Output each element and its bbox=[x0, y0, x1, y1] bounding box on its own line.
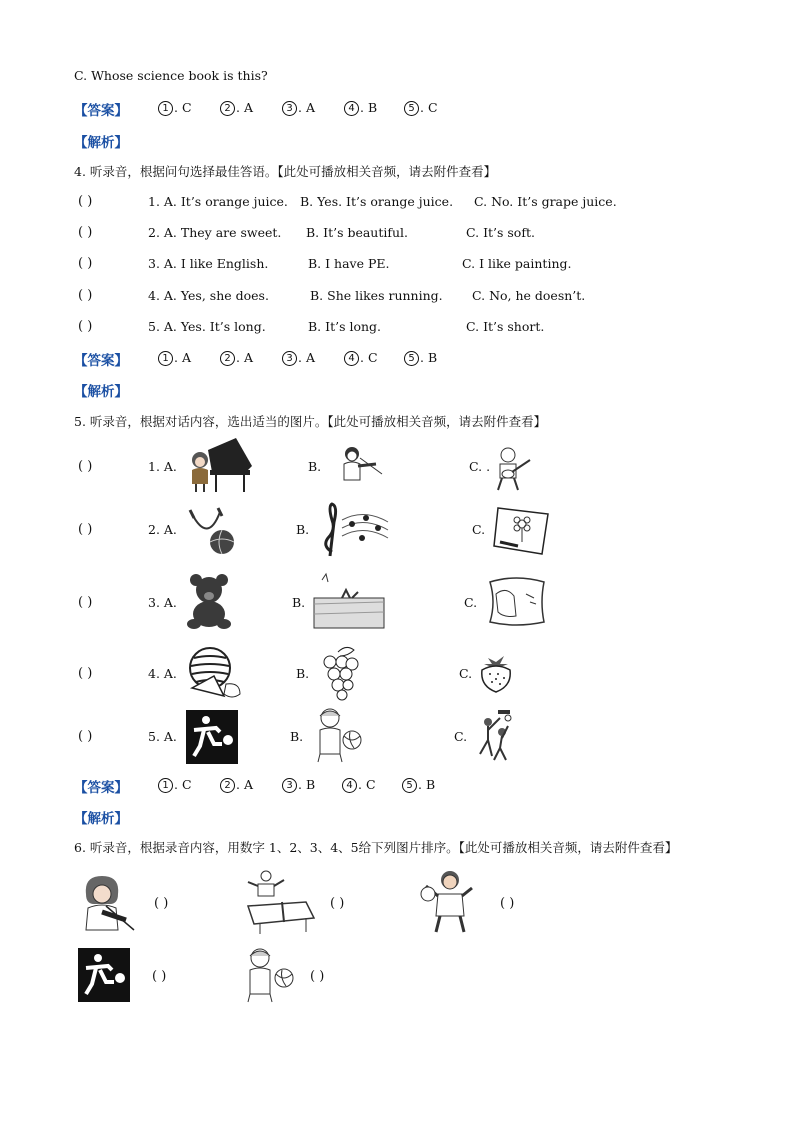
circled-number: 1 bbox=[158, 101, 173, 116]
teddy-bear-image bbox=[184, 572, 234, 630]
order-blank[interactable]: ( ) bbox=[152, 969, 167, 984]
circled-number: 4 bbox=[344, 351, 359, 366]
q4-item-4-b: B. She likes running. bbox=[310, 288, 443, 303]
volleyball-girl-image bbox=[240, 946, 296, 1004]
answer-value: . B bbox=[360, 100, 378, 115]
q5-row-3-b: B. bbox=[292, 595, 306, 610]
order-blank[interactable]: ( ) bbox=[330, 896, 345, 911]
answer-blank[interactable]: ( ) bbox=[78, 666, 93, 681]
q5-answer-4 bbox=[342, 777, 376, 793]
circled-number: 4 bbox=[342, 778, 357, 793]
q5-row-3-c: C. bbox=[464, 595, 478, 610]
answer-blank[interactable]: ( ) bbox=[78, 288, 93, 303]
order-blank[interactable]: ( ) bbox=[154, 896, 169, 911]
football-icon-image bbox=[186, 710, 238, 764]
q6-title: 6. 听录音，根据录音内容，用数字 1、2、3、4、5给下列图片排序。【此处可播放相关音频，请去附件查看】 bbox=[74, 840, 678, 855]
circled-number: 5 bbox=[404, 351, 419, 366]
answer-blank[interactable]: ( ) bbox=[78, 459, 93, 474]
q4-answer-3 bbox=[282, 350, 315, 366]
pillow-hand-image bbox=[486, 572, 548, 628]
q4-item-1-c: C. No. It’s grape juice. bbox=[474, 194, 617, 209]
q5-row-5-a: 5. A. bbox=[148, 729, 177, 744]
answer-blank[interactable]: ( ) bbox=[78, 256, 93, 271]
circled-number: 1 bbox=[158, 778, 173, 793]
circled-number: 4 bbox=[344, 101, 359, 116]
q4-answer-1 bbox=[158, 350, 191, 366]
answer-value: . C bbox=[358, 777, 376, 792]
circled-number: 1 bbox=[158, 351, 173, 366]
q4-item-2-b: B. It’s beautiful. bbox=[306, 225, 409, 240]
order-blank[interactable]: ( ) bbox=[500, 896, 515, 911]
q3-answer-3 bbox=[282, 100, 315, 116]
q4-item-3-c: C. I like painting. bbox=[462, 256, 572, 271]
q5-row-1-c: C. . bbox=[469, 459, 491, 474]
answer-value: . B bbox=[420, 350, 438, 365]
answer-value: . A bbox=[298, 350, 315, 365]
q5-row-1-b: B. bbox=[308, 459, 322, 474]
q4-item-4-a: 4. A. Yes, she does. bbox=[148, 288, 269, 303]
q3-answer-1 bbox=[158, 100, 192, 116]
strawberry-image bbox=[478, 652, 514, 694]
violin-girl-image bbox=[80, 874, 136, 932]
q3-answer-5 bbox=[404, 100, 438, 116]
answer-blank[interactable]: ( ) bbox=[78, 729, 93, 744]
q5-row-3-a: 3. A. bbox=[148, 595, 177, 610]
answer-blank[interactable]: ( ) bbox=[78, 595, 93, 610]
q5-row-2-a: 2. A. bbox=[148, 522, 177, 537]
basketball-boy-image bbox=[420, 870, 480, 934]
q3-answer-2 bbox=[220, 100, 253, 116]
q5-row-4-c: C. bbox=[459, 666, 473, 681]
answer-value: . B bbox=[418, 777, 436, 792]
violin-boy-image bbox=[336, 444, 384, 482]
broken-board-image bbox=[312, 572, 386, 634]
q4-title: 4. 听录音，根据问句选择最佳答语。【此处可播放相关音频，请去附件查看】 bbox=[74, 164, 497, 179]
q5-row-2-c: C. bbox=[472, 522, 486, 537]
watermelon-image bbox=[184, 644, 244, 702]
circled-number: 5 bbox=[402, 778, 417, 793]
q4-item-5-b: B. It’s long. bbox=[308, 319, 382, 334]
circled-number: 2 bbox=[220, 351, 235, 366]
q5-row-4-b: B. bbox=[296, 666, 310, 681]
table-tennis-image bbox=[246, 870, 316, 938]
circled-number: 3 bbox=[282, 101, 297, 116]
answer-value: . C bbox=[420, 100, 438, 115]
answer-blank[interactable]: ( ) bbox=[78, 225, 93, 240]
music-notes-image bbox=[318, 500, 392, 558]
q5-answer-1 bbox=[158, 777, 192, 793]
answer-value: . B bbox=[298, 777, 316, 792]
q5-row-1-a: 1. A. bbox=[148, 459, 177, 474]
grapes-image bbox=[318, 644, 360, 702]
answer-label: 【答案】 bbox=[74, 780, 128, 796]
circled-number: 2 bbox=[220, 778, 235, 793]
q4-answer-5 bbox=[404, 350, 437, 366]
q4-item-2-a: 2. A. They are sweet. bbox=[148, 225, 282, 240]
answer-blank[interactable]: ( ) bbox=[78, 194, 93, 209]
football-icon-image bbox=[78, 948, 130, 1002]
q3-answer-4 bbox=[344, 100, 377, 116]
analysis-label: 【解析】 bbox=[74, 384, 128, 400]
answer-value: . A bbox=[174, 350, 191, 365]
answer-value: . C bbox=[174, 777, 192, 792]
answer-blank[interactable]: ( ) bbox=[78, 522, 93, 537]
q5-row-5-b: B. bbox=[290, 729, 304, 744]
circled-number: 3 bbox=[282, 351, 297, 366]
analysis-label: 【解析】 bbox=[74, 135, 128, 151]
answer-value: . C bbox=[174, 100, 192, 115]
order-blank[interactable]: ( ) bbox=[310, 969, 325, 984]
q5-title: 5. 听录音，根据对话内容，选出适当的图片。【此处可播放相关音频，请去附件查看】 bbox=[74, 414, 547, 429]
basketball-players-image bbox=[472, 708, 522, 764]
answer-blank[interactable]: ( ) bbox=[78, 319, 93, 334]
guitar-boy-image bbox=[490, 446, 534, 492]
answer-value: . A bbox=[236, 100, 253, 115]
piano-girl-image bbox=[186, 436, 256, 494]
analysis-label: 【解析】 bbox=[74, 811, 128, 827]
drawing-flower-image bbox=[490, 502, 552, 556]
q5-answer-3 bbox=[282, 777, 315, 793]
answer-value: . A bbox=[236, 777, 253, 792]
q4-item-1-a: 1. A. It’s orange juice. bbox=[148, 194, 288, 209]
circled-number: 3 bbox=[282, 778, 297, 793]
q4-item-2-c: C. It’s soft. bbox=[466, 225, 535, 240]
jump-rope-ball-image bbox=[186, 504, 238, 556]
answer-value: . A bbox=[298, 100, 315, 115]
answer-label: 【答案】 bbox=[74, 103, 128, 119]
volleyball-girl-image bbox=[310, 706, 366, 764]
circled-number: 5 bbox=[404, 101, 419, 116]
answer-label: 【答案】 bbox=[74, 353, 128, 369]
q4-item-4-c: C. No, he doesn’t. bbox=[472, 288, 586, 303]
q5-row-2-b: B. bbox=[296, 522, 310, 537]
q4-item-5-a: 5. A. Yes. It’s long. bbox=[148, 319, 266, 334]
q4-item-5-c: C. It’s short. bbox=[466, 319, 545, 334]
q4-item-1-b: B. Yes. It’s orange juice. bbox=[300, 194, 454, 209]
q5-answer-5 bbox=[402, 777, 435, 793]
answer-value: . C bbox=[360, 350, 378, 365]
circled-number: 2 bbox=[220, 101, 235, 116]
q4-item-3-a: 3. A. I like English. bbox=[148, 256, 269, 271]
q5-answer-2 bbox=[220, 777, 253, 793]
q5-row-4-a: 4. A. bbox=[148, 666, 177, 681]
option-c-science-book: C. Whose science book is this? bbox=[74, 68, 268, 83]
answer-value: . A bbox=[236, 350, 253, 365]
q4-answer-4 bbox=[344, 350, 378, 366]
q4-item-3-b: B. I have PE. bbox=[308, 256, 390, 271]
q4-answer-2 bbox=[220, 350, 253, 366]
q5-row-5-c: C. bbox=[454, 729, 468, 744]
